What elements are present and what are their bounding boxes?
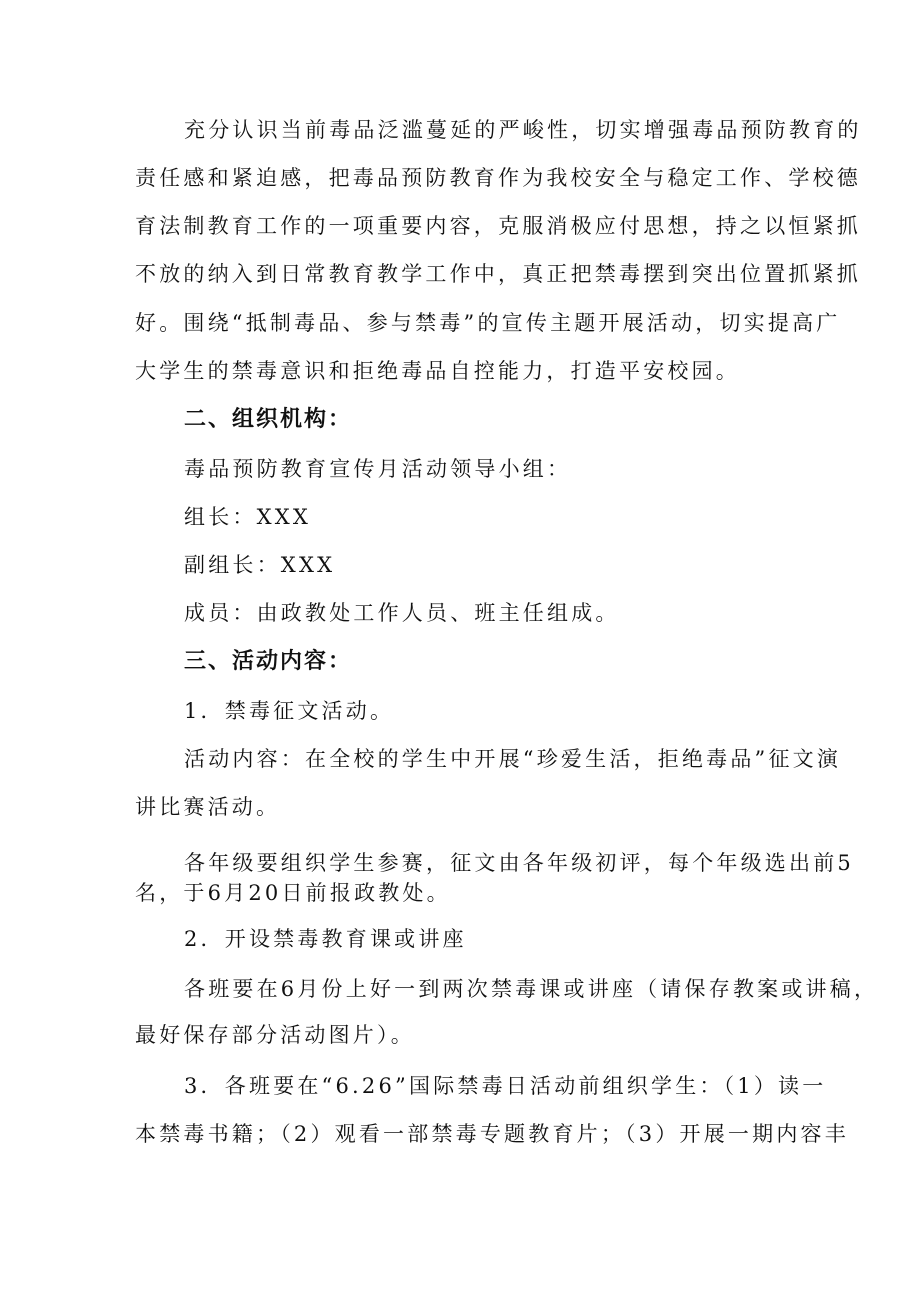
paragraph-line: 充分认识当前毒品泛滥蔓延的严峻性，切实增强毒品预防教育的 — [184, 118, 862, 142]
group-members: 成员：由政教处工作人员、班主任组成。 — [184, 601, 620, 625]
deputy-leader: 副组长：XXX — [184, 553, 336, 577]
group-leader: 组长：XXX — [184, 505, 312, 529]
paragraph-line: 好。围绕“抵制毒品、参与禁毒”的宣传主题开展活动，切实提高广 — [135, 311, 841, 335]
item2-title: 2．开设禁毒教育课或讲座 — [184, 927, 467, 951]
item1-content-line: 讲比赛活动。 — [135, 795, 281, 819]
item1-requirement-line: 各年级要组织学生参赛，征文由各年级初评，每个年级选出前5 — [184, 851, 854, 875]
item1-requirement-line: 名，于6月20日前报政教处。 — [135, 881, 451, 905]
paragraph-line: 育法制教育工作的一项重要内容，克服消极应付思想，持之以恒紧抓 — [135, 214, 861, 238]
item3-line: 3．各班要在“6.26”国际禁毒日活动前组织学生：（1）读一 — [184, 1074, 827, 1098]
item1-content-line: 活动内容：在全校的学生中开展“珍爱生活，拒绝毒品”征文演 — [184, 747, 842, 771]
paragraph-line: 大学生的禁毒意识和拒绝毒品自控能力，打造平安校园。 — [135, 359, 740, 383]
item1-title: 1．禁毒征文活动。 — [184, 699, 395, 723]
section-heading-organization: 二、组织机构： — [184, 407, 353, 432]
paragraph-line: 责任感和紧迫感，把毒品预防教育作为我校安全与稳定工作、学校德 — [135, 166, 861, 190]
section-heading-activities: 三、活动内容： — [184, 649, 353, 674]
item2-content-line: 各班要在6月份上好一到两次禁毒课或讲座（请保存教案或讲稿， — [184, 977, 879, 1001]
item3-line: 本禁毒书籍；（2）观看一部禁毒专题教育片；（3）开展一期内容丰 — [135, 1122, 849, 1146]
paragraph-line: 不放的纳入到日常教育教学工作中，真正把禁毒摆到突出位置抓紧抓 — [135, 262, 861, 286]
leadership-group-title: 毒品预防教育宣传月活动领导小组： — [184, 457, 572, 481]
item2-content-line: 最好保存部分活动图片）。 — [135, 1023, 415, 1047]
